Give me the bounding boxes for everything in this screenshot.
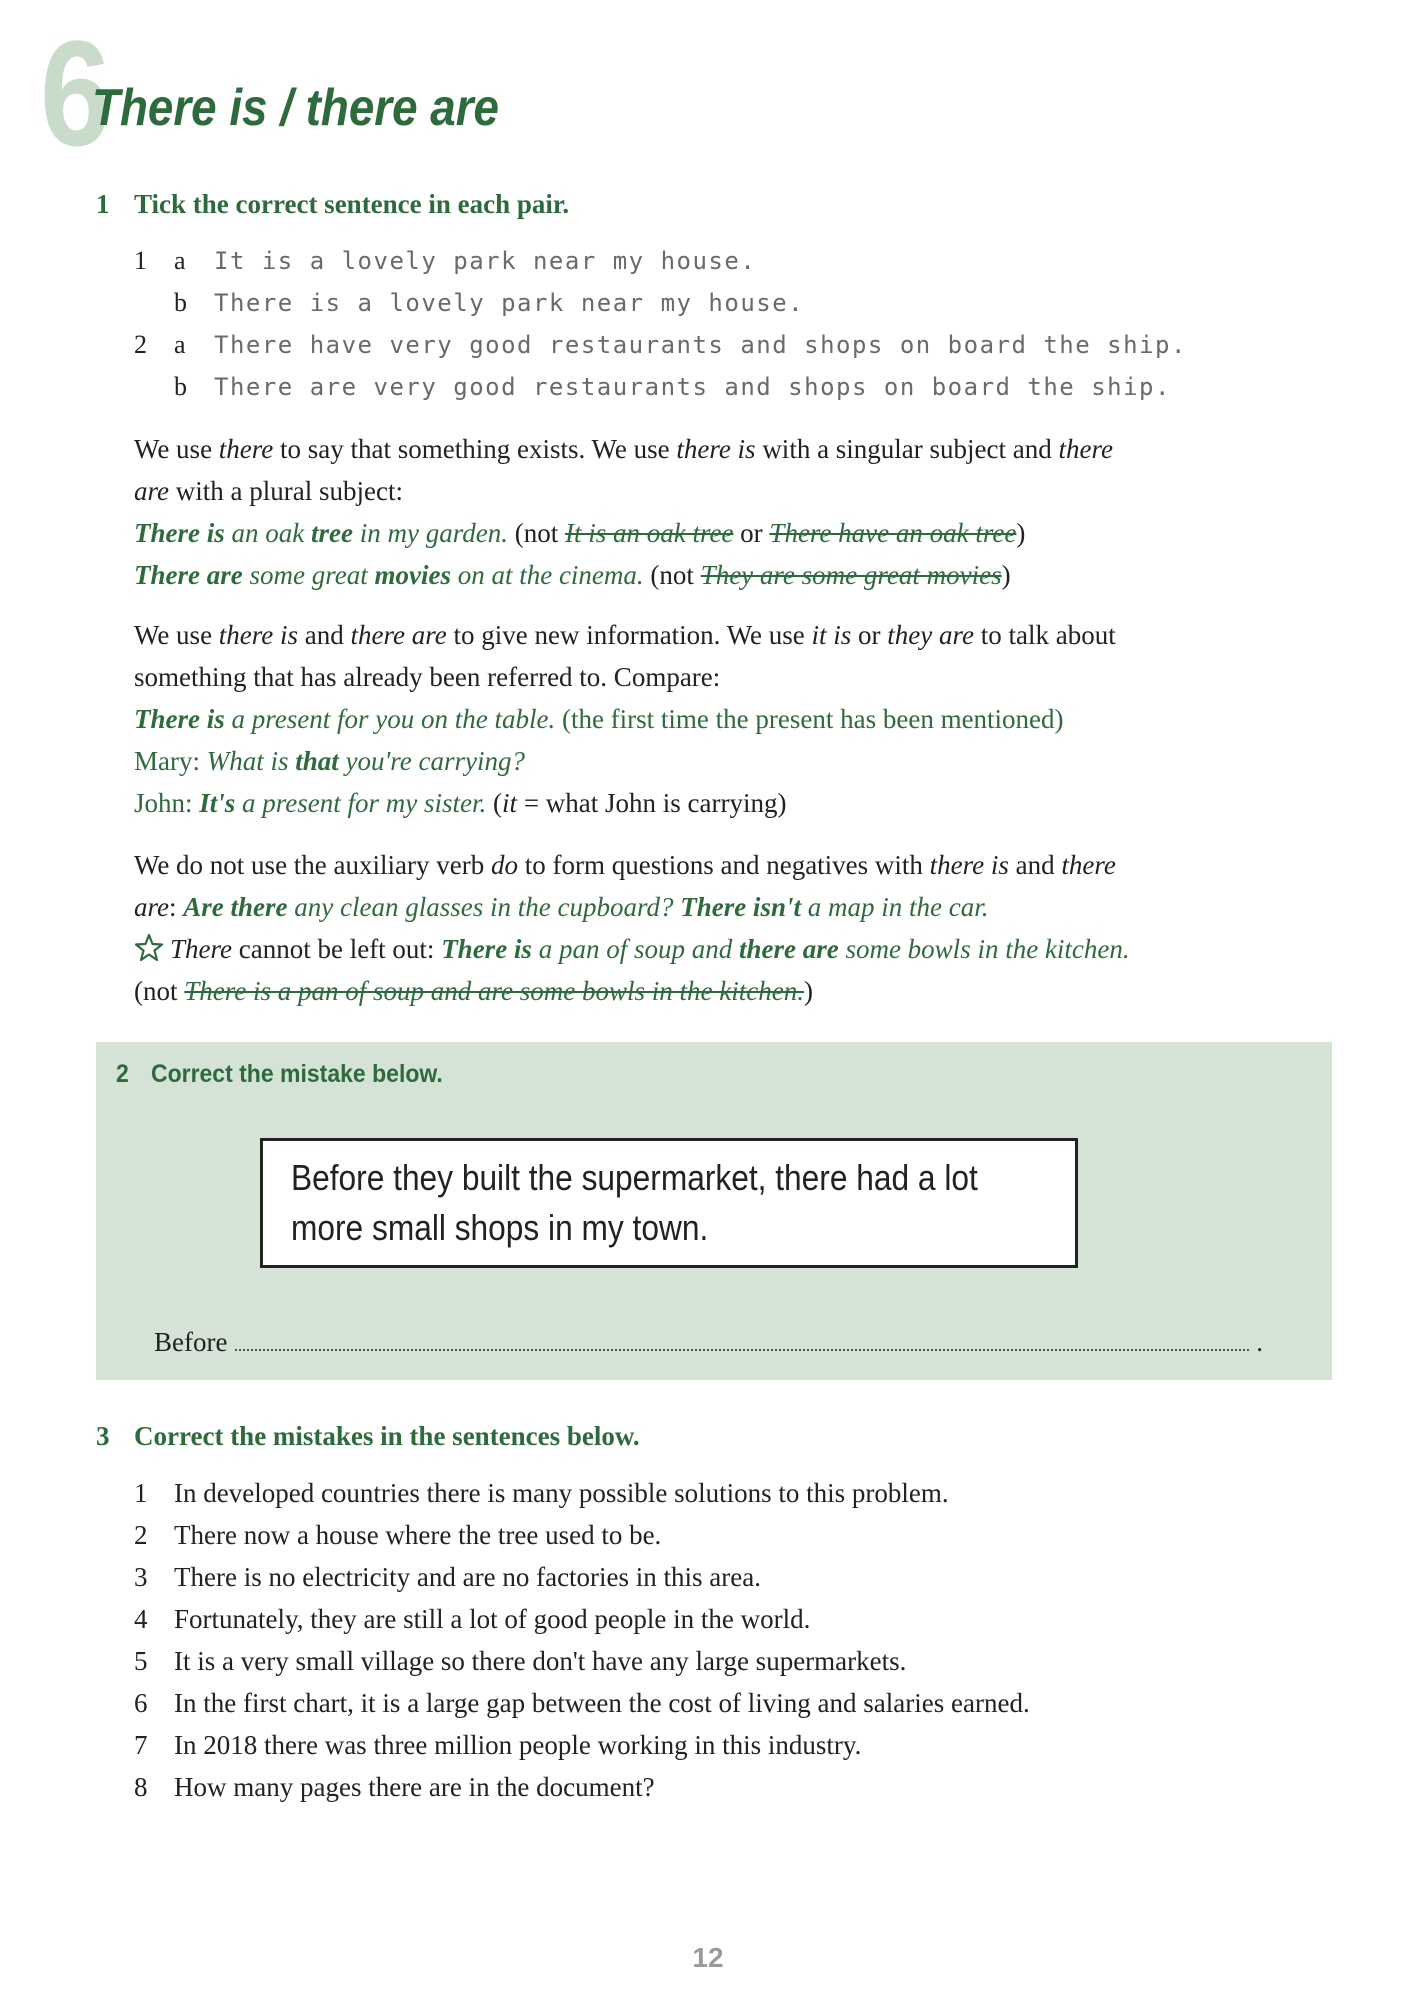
explanation-paragraph-1: We use there to say that something exists. We use there is with a singular subject and there are with a plural subject: There is an oak tree in my garden. (not It is an oak tree or There have an oak tree) There are some great movies on at the cinema. (not They are some great movies) [134, 434, 1113, 590]
option-sentence: There have very good restaurants and shops on board the ship. [214, 331, 1187, 359]
exercise-instruction: Correct the mistakes in the sentences below. [134, 1421, 640, 1451]
page-title: There is / there are [92, 79, 499, 137]
exercise-instruction: Correct the mistake below. [150, 1060, 443, 1088]
exercise-2-box [96, 1042, 1332, 1380]
unit-number: 6 [40, 9, 111, 177]
mistake-line-1: Before they built the supermarket, there had a lot [291, 1157, 978, 1198]
exercise-1-heading [96, 186, 569, 222]
explanation-paragraph-3: We do not use the auxiliary verb do to form questions and negatives with there is and there are: Are there any clean glasses in the cupboard? There isn't a map in the car. There cannot be left out: There is a pan of soup and there are some bowls in the kitchen. (not There is a pan of soup and are some bowls in the kitchen.) [134, 850, 1130, 1006]
option-letter: b [174, 288, 187, 317]
mistake-line-2: more small shops in my town. [291, 1207, 709, 1248]
pair-number: 1 [134, 246, 147, 275]
answer-line[interactable] [154, 1324, 1263, 1360]
exercise-instruction: Tick the correct sentence in each pair. [134, 189, 570, 219]
answer-end: . [1256, 1327, 1263, 1357]
answer-start: Before [154, 1327, 228, 1357]
option-letter: b [174, 372, 187, 401]
mistake-sentence-box [260, 1138, 1078, 1268]
option-letter: a [174, 246, 186, 275]
option-sentence: It is a lovely park near my house. [214, 247, 757, 275]
page-number: 12 [692, 1942, 724, 1973]
exercise-2-heading [116, 1056, 443, 1092]
explanation-paragraph-2: We use there is and there are to give new information. We use it is or they are to talk about something that has already been referred to. Compare: There is a present for you on the table. (the first time the present has been mentioned) Mary: What is that you're carrying? John: It's a present for my sister. (it = what John is carrying) [134, 620, 1116, 818]
exercise-number: 3 [96, 1421, 110, 1451]
star-icon [134, 933, 164, 963]
option-letter: a [174, 330, 186, 359]
exercise-3-heading [96, 1418, 640, 1454]
option-sentence: There is a lovely park near my house. [214, 289, 805, 317]
pair-number: 2 [134, 330, 147, 359]
option-sentence: There are very good restaurants and shops on board the ship. [214, 373, 1171, 401]
exercise-number: 2 [116, 1060, 129, 1088]
exercise-number: 1 [96, 189, 110, 219]
answer-blank[interactable] [235, 1327, 1249, 1351]
